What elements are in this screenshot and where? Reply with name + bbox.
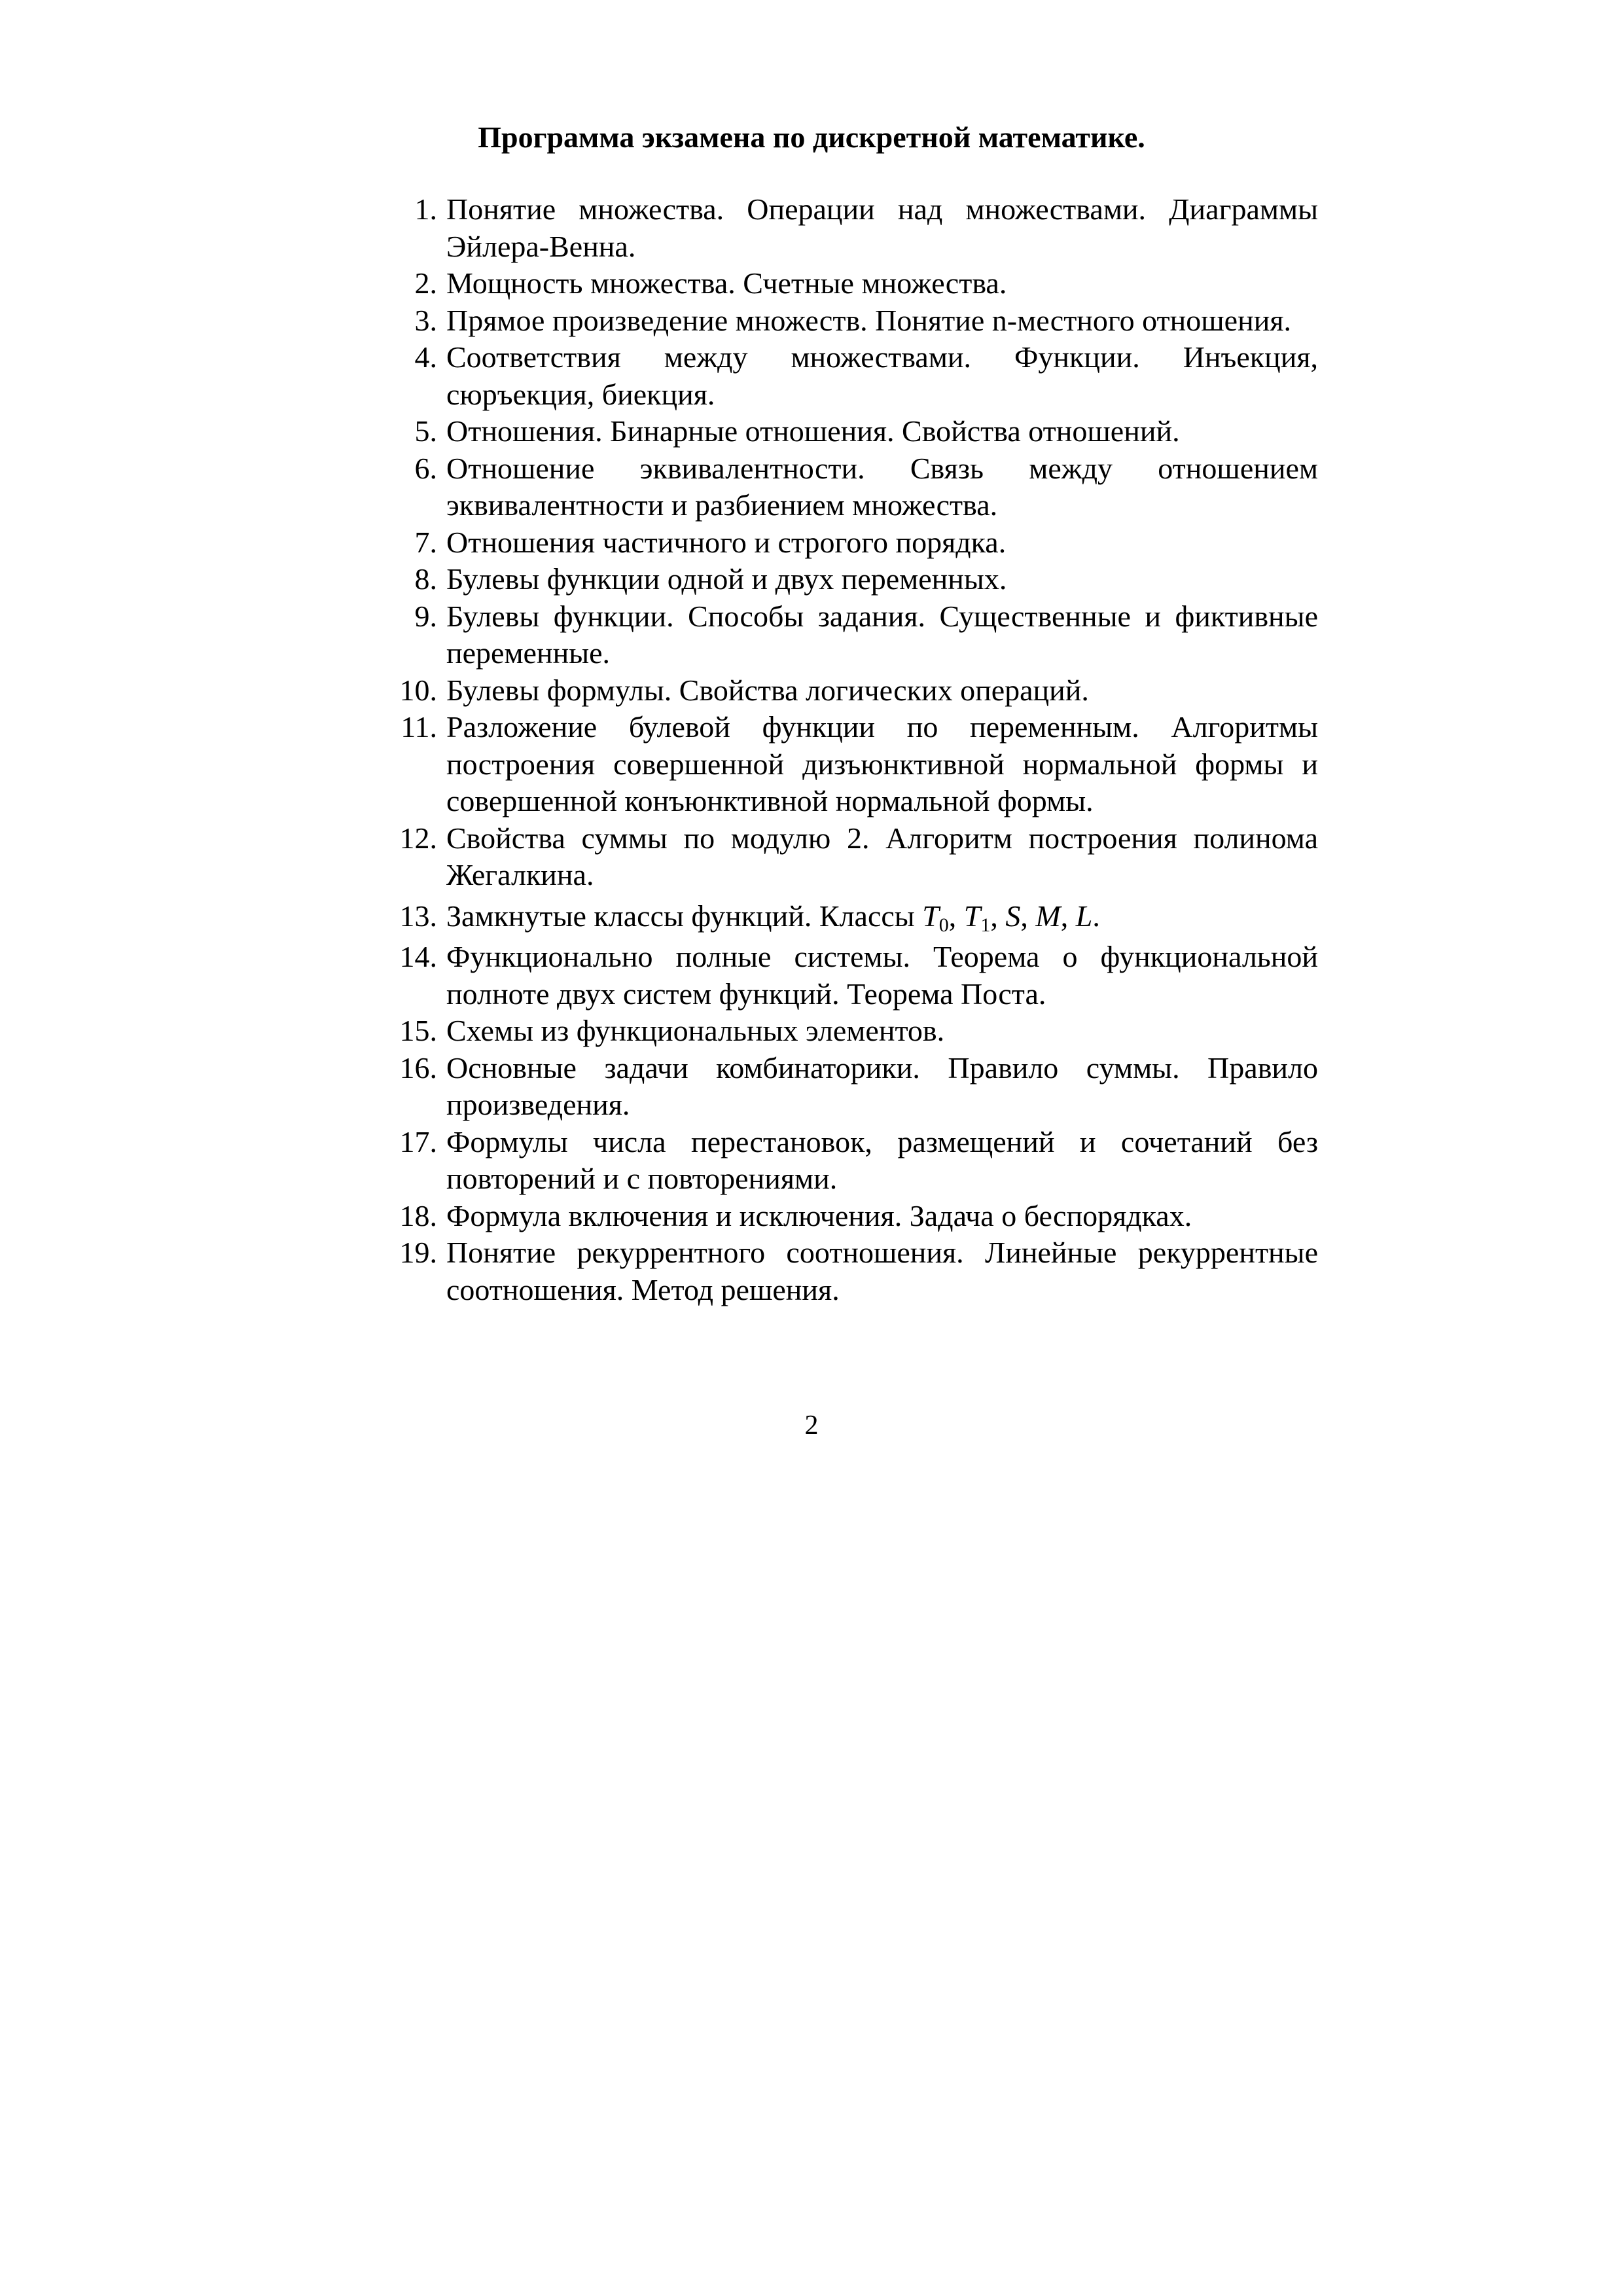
class-separator: , bbox=[948, 899, 964, 933]
item-text: Схемы из функциональных элементов. bbox=[446, 1014, 945, 1047]
item-text: Разложение булевой функции по переменным. Алгоритмы построения совершенной дизъюнктивной нормальной формы и совершенной конъюнктивной нормальной формы. bbox=[446, 710, 1318, 817]
item-text: Булевы функции одной и двух переменных. bbox=[446, 562, 1007, 596]
list-item bbox=[390, 598, 1318, 672]
item-number: 17. bbox=[399, 1124, 437, 1158]
function-classes-formula bbox=[922, 899, 1100, 936]
item-text: Формулы числа перестановок, размещений и сочетаний без повторений и с повторениями. bbox=[446, 1124, 1318, 1195]
class-s: S bbox=[1005, 899, 1021, 933]
item-text: Прямое произведение множеств. Понятие n-местного отношения. bbox=[446, 303, 1291, 337]
item-number: 14. bbox=[399, 940, 437, 973]
list-item bbox=[390, 898, 1318, 935]
item-text: Формула включения и исключения. Задача о беспорядках. bbox=[446, 1198, 1192, 1232]
list-item bbox=[390, 820, 1318, 894]
item-number: 11. bbox=[401, 710, 437, 744]
class-l: L bbox=[1075, 899, 1093, 933]
class-t0-subscript: 0 bbox=[938, 914, 949, 936]
item-number: 6. bbox=[414, 451, 437, 485]
list-item bbox=[390, 709, 1318, 820]
item-text: Свойства суммы по модулю 2. Алгоритм построения полинома Жегалкина. bbox=[446, 821, 1318, 891]
list-item bbox=[390, 1124, 1318, 1198]
item-text: Булевы формулы. Свойства логических операций. bbox=[446, 673, 1089, 707]
list-item bbox=[390, 339, 1318, 413]
item-text: Функционально полные системы. Теорема о функциональной полноте двух систем функций. Теорема Поста. bbox=[446, 940, 1318, 1011]
list-item bbox=[390, 1050, 1318, 1124]
list-item bbox=[390, 939, 1318, 1013]
item-number: 5. bbox=[414, 414, 437, 448]
item-text bbox=[446, 898, 1318, 935]
class-t1-base: T bbox=[963, 899, 981, 933]
class-t1-subscript: 1 bbox=[980, 914, 991, 936]
list-item bbox=[390, 1013, 1318, 1050]
list-item bbox=[390, 524, 1318, 562]
item-number: 3. bbox=[414, 303, 437, 337]
list-item bbox=[390, 265, 1318, 302]
item-number: 2. bbox=[414, 266, 437, 300]
list-item bbox=[390, 450, 1318, 524]
item-number: 19. bbox=[399, 1236, 437, 1269]
item-text: Понятие множества. Операции над множествами. Диаграммы Эйлера-Венна. bbox=[446, 192, 1318, 263]
item-text-prefix: Замкнутые классы функций. Классы bbox=[446, 899, 923, 933]
class-separator: , bbox=[1020, 899, 1036, 933]
item-text: Основные задачи комбинаторики. Правило суммы. Правило произведения. bbox=[446, 1050, 1318, 1121]
class-separator: , bbox=[990, 899, 1006, 933]
item-text: Понятие рекуррентного соотношения. Линейные рекуррентные соотношения. Метод решения. bbox=[446, 1236, 1318, 1306]
list-item bbox=[390, 672, 1318, 709]
item-number: 7. bbox=[414, 525, 437, 559]
item-number: 9. bbox=[414, 599, 437, 633]
item-number: 12. bbox=[399, 821, 437, 855]
class-separator: , bbox=[1060, 899, 1076, 933]
exam-topic-list bbox=[390, 191, 1318, 1308]
class-t0-base: T bbox=[922, 899, 939, 933]
item-text: Отношение эквивалентности. Связь между отношением эквивалентности и разбиением множества. bbox=[446, 451, 1318, 522]
item-number: 18. bbox=[399, 1198, 437, 1232]
item-number: 13. bbox=[399, 899, 437, 933]
item-number: 15. bbox=[399, 1014, 437, 1047]
item-text: Отношения. Бинарные отношения. Свойства отношений. bbox=[446, 414, 1180, 448]
list-item bbox=[390, 1198, 1318, 1235]
class-m: M bbox=[1035, 899, 1061, 933]
item-number: 10. bbox=[399, 673, 437, 707]
item-number: 16. bbox=[399, 1050, 437, 1085]
document-title: Программа экзамена по дискретной математике. bbox=[478, 120, 1145, 154]
sentence-end: . bbox=[1092, 899, 1100, 933]
list-item bbox=[390, 413, 1318, 450]
list-item bbox=[390, 302, 1318, 340]
item-text: Соответствия между множествами. Функции. Инъекция, сюръекция, биекция. bbox=[446, 340, 1318, 411]
item-number: 8. bbox=[414, 562, 437, 596]
list-item bbox=[390, 191, 1318, 265]
item-number: 1. bbox=[414, 192, 437, 226]
page-number: 2 bbox=[804, 1410, 819, 1441]
item-text: Мощность множества. Счетные множества. bbox=[446, 266, 1007, 300]
list-item bbox=[390, 1234, 1318, 1308]
item-text: Отношения частичного и строгого порядка. bbox=[446, 525, 1007, 559]
item-number: 4. bbox=[414, 340, 437, 374]
list-item bbox=[390, 561, 1318, 598]
item-text: Булевы функции. Способы задания. Существенные и фиктивные переменные. bbox=[446, 599, 1318, 670]
